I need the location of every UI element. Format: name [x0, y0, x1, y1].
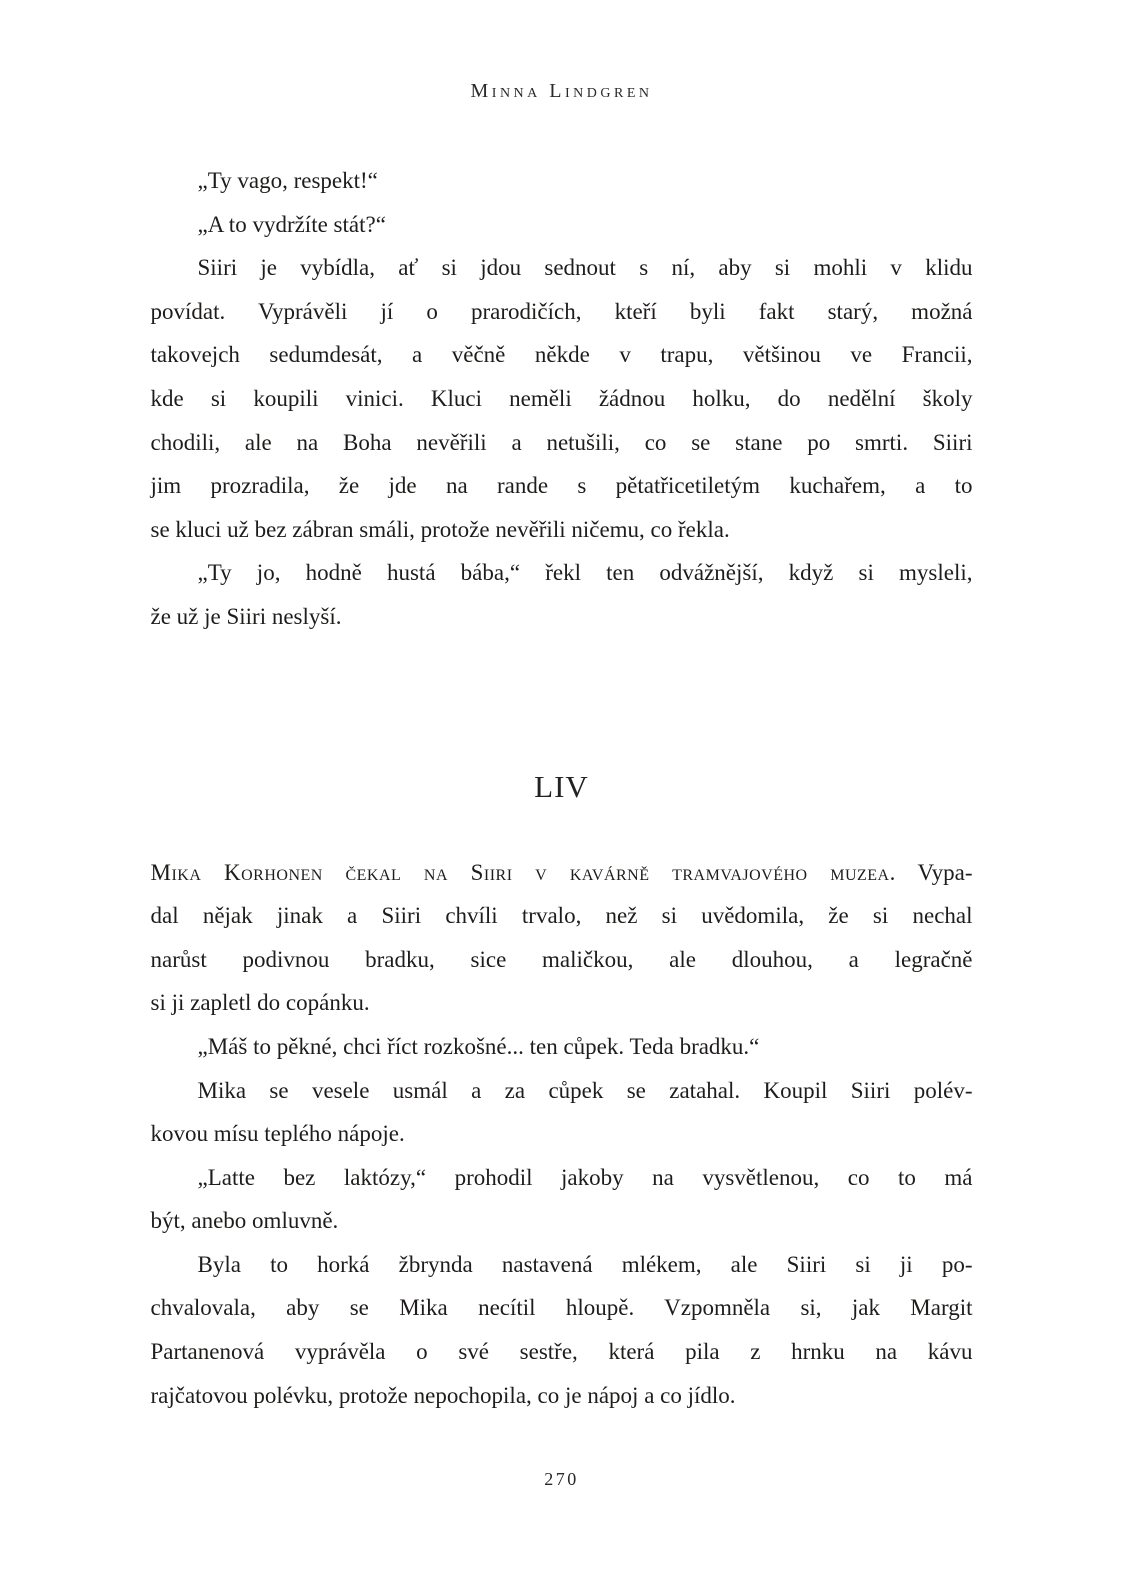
- text-line: Byla to horká žbrynda nastavená mlékem, ale Siiri si ji po-: [197, 1251, 973, 1277]
- text-line: rajčatovou polévku, protože nepochopila, co je nápoj a co jídlo.: [150, 1382, 736, 1408]
- text-line: „A to vydržíte stát?“: [197, 211, 386, 237]
- text-line: takovejch sedumdesát, a věčně někde v trapu, většinou ve Francii,: [150, 342, 973, 368]
- text-line: Mika se vesele usmál a za cůpek se zatahal. Koupil Siiri polév-: [197, 1077, 973, 1103]
- section-chapter-end: [151, 159, 973, 639]
- paragraph: [151, 551, 973, 638]
- text-line: povídat. Vyprávěli jí o prarodičích, kteří byli fakt starý, možná: [150, 298, 973, 324]
- paragraph: [151, 1069, 973, 1156]
- text-run: Vypa-: [895, 859, 973, 885]
- text-block: [151, 159, 973, 1417]
- text-line: narůst podivnou bradku, sice maličkou, ale dlouhou, a legračně: [150, 946, 973, 972]
- paragraph: [151, 159, 973, 203]
- section-chapter-start: [151, 851, 973, 1418]
- text-line: „Ty jo, hodně hustá bába,“ řekl ten odvážnější, když si mysleli,: [197, 560, 973, 586]
- text-line: se kluci už bez zábran smáli, protože nevěřili ničemu, co řekla.: [150, 516, 730, 542]
- paragraph: [151, 203, 973, 247]
- text-line: „Ty vago, respekt!“: [197, 168, 378, 193]
- chapter-heading: LIV: [534, 768, 589, 804]
- paragraph: [151, 1243, 973, 1417]
- paragraph: [151, 1156, 973, 1243]
- text-line: „Máš to pěkné, chci říct rozkošné... ten cůpek. Teda bradku.“: [197, 1033, 760, 1059]
- text-line: jim prozradila, že jde na rande s pětatřicetiletým kuchařem, a to: [150, 473, 973, 499]
- small-caps-run: Mika Korhonen čekal na Siiri v kavárně tramvajového muzea.: [150, 859, 896, 885]
- paragraph: [151, 1025, 973, 1069]
- text-line: chvalovala, aby se Mika necítil hloupě. Vzpomněla si, jak Margit: [150, 1295, 973, 1321]
- text-line: kde si koupili vinici. Kluci neměli žádnou holku, do nedělní školy: [150, 385, 973, 411]
- text-line: Siiri je vybídla, ať si jdou sednout s ní, aby si mohli v klidu: [197, 255, 973, 281]
- text-line: chodili, ale na Boha nevěřili a netušili, co se stane po smrti. Siiri: [150, 429, 973, 455]
- running-header-author: Minna Lindgren: [470, 80, 653, 102]
- text-line: dal nějak jinak a Siiri chvíli trvalo, než si uvědomila, že si nechal: [150, 903, 973, 929]
- text-line: si ji zapletl do copánku.: [150, 990, 370, 1016]
- paragraph: [151, 246, 973, 551]
- text-line: [151, 851, 973, 895]
- page-number: 270: [544, 1469, 579, 1490]
- paragraph: [151, 851, 973, 1025]
- text-line: kovou mísu teplého nápoje.: [150, 1121, 405, 1147]
- text-line: „Latte bez laktózy,“ prohodil jakoby na vysvětlenou, co to má: [197, 1164, 973, 1190]
- text-line: Partanenová vyprávěla o své sestře, která pila z hrnku na kávu: [150, 1339, 973, 1365]
- text-line: být, anebo omluvně.: [150, 1208, 339, 1234]
- text-line: že už je Siiri neslyší.: [150, 603, 342, 629]
